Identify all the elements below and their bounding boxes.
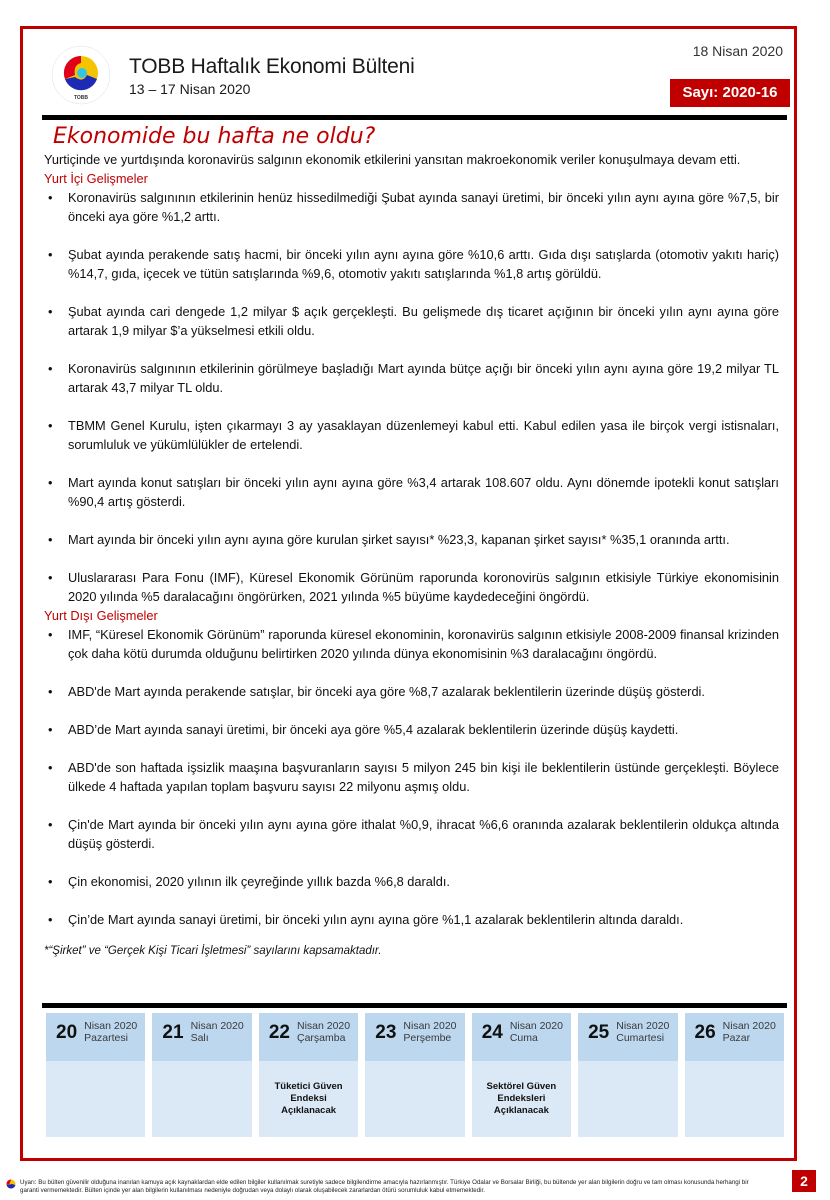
day-month: Nisan 2020 bbox=[722, 1020, 776, 1032]
list-item bbox=[44, 530, 779, 549]
day-month: Nisan 2020 bbox=[509, 1020, 563, 1032]
foreign-list bbox=[44, 625, 779, 929]
tobb-mini-logo-icon bbox=[6, 1179, 16, 1189]
weekly-calendar bbox=[46, 1013, 784, 1137]
day-number: 25 bbox=[588, 1022, 610, 1043]
calendar-day bbox=[259, 1013, 358, 1137]
item-text: ABD'de Mart ayında perakende satışlar, bir önceki aya göre %8,7 azalarak beklentilerin üzerinde düşüş gösterdi. bbox=[68, 684, 705, 699]
list-item bbox=[44, 758, 779, 796]
item-text: IMF, “Küresel Ekonomik Görünüm” raporunda küresel ekonominin, koronavirüs salgının etkisiyle 2008-2009 finansal krizinden çok daha kötü durumda olduğunu belirtirken 2020 yılında dünya ekonomisinin %3 daralacağını öngördü. bbox=[68, 627, 779, 661]
day-month: Nisan 2020 bbox=[296, 1020, 351, 1032]
bulletin-title: TOBB Haftalık Ekonomi Bülteni bbox=[129, 55, 415, 78]
bullet-icon: • bbox=[48, 684, 53, 699]
day-number: 20 bbox=[56, 1022, 78, 1043]
disclaimer bbox=[6, 1179, 766, 1195]
calendar-day bbox=[365, 1013, 464, 1137]
day-info bbox=[403, 1020, 456, 1044]
list-item bbox=[44, 872, 779, 891]
day-weekday: Çarşamba bbox=[296, 1032, 346, 1044]
bullet-icon: • bbox=[48, 304, 53, 319]
bullet-icon: • bbox=[48, 361, 53, 376]
list-item bbox=[44, 359, 779, 397]
header-divider bbox=[42, 115, 787, 120]
bullet-icon: • bbox=[48, 418, 53, 433]
issue-badge: Sayı: 2020-16 bbox=[670, 79, 790, 107]
calendar-day bbox=[685, 1013, 784, 1137]
foreign-title: Yurt Dışı Gelişmeler bbox=[44, 608, 158, 623]
bullet-icon: • bbox=[48, 912, 53, 927]
day-month: Nisan 2020 bbox=[190, 1020, 244, 1032]
day-number: 21 bbox=[162, 1022, 184, 1043]
svg-text:TOBB: TOBB bbox=[73, 95, 89, 101]
day-number: 24 bbox=[481, 1022, 503, 1043]
item-text: TBMM Genel Kurulu, işten çıkarmayı 3 ay yasaklayan düzenlemeyi kabul etti. Kabul edilen yasa ile birçok vergi istisnaları, sorumluluk ve yükümlülükler de ertelendi. bbox=[68, 418, 779, 452]
day-weekday: Cumartesi bbox=[616, 1032, 665, 1044]
day-info bbox=[191, 1020, 244, 1044]
bullet-icon: • bbox=[48, 570, 53, 585]
item-text: ABD’de Mart ayında sanayi üretimi, bir önceki aya göre %5,4 azalarak beklentilerin üzerinde düşüş kaydetti. bbox=[68, 722, 679, 737]
publish-date: 18 Nisan 2020 bbox=[692, 43, 783, 59]
day-event bbox=[578, 1061, 677, 1137]
item-text: Mart ayında konut satışları bir önceki yılın aynı ayına göre %3,4 artarak 108.607 oldu. Aynı dönemde ipotekli konut satışları %90,4 artış gösterdi. bbox=[68, 475, 779, 509]
bullet-icon: • bbox=[48, 475, 53, 490]
day-weekday: Salı bbox=[190, 1032, 209, 1044]
day-header bbox=[365, 1013, 464, 1061]
disclaimer-text: Uyarı: Bu bülten güvenilir olduğuna inanılan kamuya açık kaynaklardan elde edilen bilgiler kullanılmak suretiyle sadece bilgilendirme amacıyla hazırlanmıştır. Türkiye Odalar ve Borsalar Birliği, bu bültende yer alan bilgilerin doğru ve tam olması konusunda herhangi bir garanti vermemektedir. Bülten içinde yer alan bilgilerin kullanılması nedeniyle doğrudan veya dolaylı olarak oluşabilecek zararlardan ötürü sorumluluk kabul etmemektedir. bbox=[20, 1179, 749, 1194]
calendar-day bbox=[46, 1013, 145, 1137]
calendar-day bbox=[472, 1013, 571, 1137]
day-header bbox=[259, 1013, 358, 1061]
list-item bbox=[44, 188, 779, 226]
day-header bbox=[472, 1013, 571, 1061]
day-weekday: Pazartesi bbox=[84, 1032, 128, 1044]
day-number: 22 bbox=[268, 1022, 290, 1043]
bullet-icon: • bbox=[48, 532, 53, 547]
day-month: Nisan 2020 bbox=[403, 1020, 457, 1032]
calendar-day bbox=[152, 1013, 251, 1137]
bullet-icon: • bbox=[48, 874, 53, 889]
bullet-icon: • bbox=[48, 190, 53, 205]
day-month: Nisan 2020 bbox=[84, 1020, 138, 1032]
item-text: Çin ekonomisi, 2020 yılının ilk çeyreğinde yıllık bazda %6,8 daraldı. bbox=[68, 874, 450, 889]
list-item bbox=[44, 815, 779, 853]
footnote: *“Şirket” ve “Gerçek Kişi Ticari İşletmesi” sayılarını kapsamaktadır. bbox=[44, 945, 382, 957]
bullet-icon: • bbox=[48, 817, 53, 832]
day-month: Nisan 2020 bbox=[616, 1020, 670, 1032]
bullet-icon: • bbox=[48, 760, 53, 775]
calendar-day bbox=[578, 1013, 677, 1137]
list-item bbox=[44, 302, 779, 340]
day-info bbox=[510, 1020, 563, 1044]
bullet-icon: • bbox=[48, 247, 53, 262]
main-content bbox=[44, 124, 779, 961]
list-item bbox=[44, 682, 779, 701]
day-header bbox=[46, 1013, 145, 1061]
day-info bbox=[297, 1020, 350, 1044]
list-item bbox=[44, 910, 779, 929]
day-info bbox=[723, 1020, 776, 1044]
tobb-logo bbox=[51, 45, 111, 105]
item-text: Şubat ayında cari dengede 1,2 milyar $ açık gerçekleşti. Bu gelişmede dış ticaret açığının bir önceki yılın aynı ayına göre artarak 1,9 milyar $’a yükselmesi etkili oldu. bbox=[68, 304, 779, 338]
day-info bbox=[84, 1020, 137, 1044]
item-text: Çin'de Mart ayında bir önceki yılın aynı ayına göre ithalat %0,9, ihracat %6,6 oranında azalarak beklentilerin oldukça altında düşüş gösterdi. bbox=[68, 817, 779, 851]
list-item bbox=[44, 625, 779, 663]
day-info bbox=[616, 1020, 669, 1044]
list-item bbox=[44, 416, 779, 454]
list-item bbox=[44, 720, 779, 739]
item-text: ABD'de son haftada işsizlik maaşına başvuranların sayısı 5 milyon 245 bin kişi ile beklentilerin üstünde gerçekleşti. Böylece ülkede 4 haftada yapılan toplam başvuru sayısı 22 milyonu aşmış oldu. bbox=[68, 760, 779, 794]
day-weekday: Perşembe bbox=[403, 1032, 452, 1044]
day-event: Sektörel Güven Endeksleri Açıklanacak bbox=[472, 1061, 571, 1137]
list-item bbox=[44, 568, 779, 606]
day-event bbox=[46, 1061, 145, 1137]
item-text: Mart ayında bir önceki yılın aynı ayına göre kurulan şirket sayısı* %23,3, kapanan şirket sayısı* %35,1 oranında arttı. bbox=[68, 532, 730, 547]
day-event bbox=[685, 1061, 784, 1137]
day-header bbox=[152, 1013, 251, 1061]
section-heading: Ekonomide bu hafta ne oldu? bbox=[53, 124, 376, 149]
domestic-list bbox=[44, 188, 779, 606]
bullet-icon: • bbox=[48, 722, 53, 737]
day-number: 23 bbox=[375, 1022, 397, 1043]
day-event bbox=[152, 1061, 251, 1137]
day-weekday: Pazar bbox=[722, 1032, 751, 1044]
list-item bbox=[44, 245, 779, 283]
day-event: Tüketici Güven Endeksi Açıklanacak bbox=[259, 1061, 358, 1137]
item-text: Çin’de Mart ayında sanayi üretimi, bir önceki yılın aynı ayına göre %1,1 azalarak beklentilerin altında daraldı. bbox=[68, 912, 684, 927]
day-header bbox=[685, 1013, 784, 1061]
page-number: 2 bbox=[792, 1170, 816, 1192]
calendar-divider bbox=[42, 1003, 787, 1008]
bullet-icon: • bbox=[48, 627, 53, 642]
day-event bbox=[365, 1061, 464, 1137]
day-number: 26 bbox=[694, 1022, 716, 1043]
domestic-title: Yurt İçi Gelişmeler bbox=[44, 171, 148, 186]
day-weekday: Cuma bbox=[509, 1032, 538, 1044]
list-item bbox=[44, 473, 779, 511]
item-text: Şubat ayında perakende satış hacmi, bir önceki yılın aynı ayına göre %10,6 arttı. Gıda dışı satışlarda (otomotiv yakıtı hariç) %14,7, gıda, içecek ve tütün satışlarında %9,6, otomotiv yakıtı satışlarında %1,8 artış görüldü. bbox=[68, 247, 779, 281]
intro-text: Yurtiçinde ve yurtdışında koronavirüs salgının ekonomik etkilerini yansıtan makroekonomik veriler konuşulmaya devam etti. bbox=[44, 152, 741, 167]
item-text: Koronavirüs salgınının etkilerinin henüz hissedilmediği Şubat ayında sanayi üretimi, bir önceki yılın aynı ayına göre %7,5, bir önceki aya göre %1,2 arttı. bbox=[68, 190, 779, 224]
bulletin-period: 13 – 17 Nisan 2020 bbox=[129, 81, 251, 97]
item-text: Koronavirüs salgınının etkilerinin görülmeye başladığı Mart ayında bütçe açığı bir önceki yılın aynı ayına göre 19,2 milyar TL artarak 43,7 milyar TL oldu. bbox=[68, 361, 779, 395]
day-header bbox=[578, 1013, 677, 1061]
item-text: Uluslararası Para Fonu (IMF), Küresel Ekonomik Görünüm raporunda koronovirüs salgının etkisiyle Türkiye ekonomisinin 2020 yılında %5 daralacağını öngörürken, 2021 yılında %5 büyüme kaydedeceğini öngördü. bbox=[68, 570, 779, 604]
